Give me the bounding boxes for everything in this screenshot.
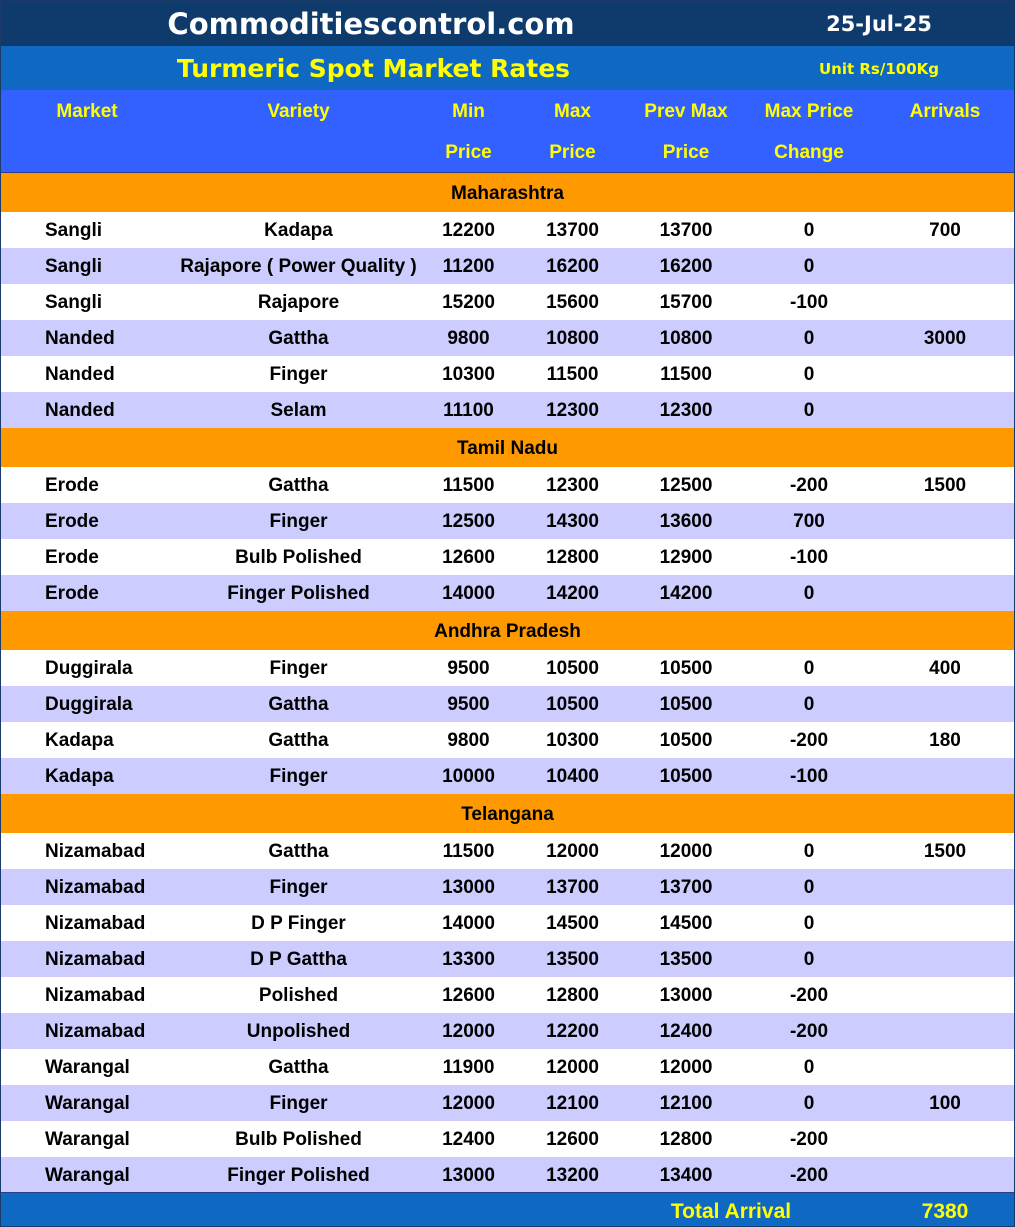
max-price-cell: 10500 bbox=[546, 694, 599, 715]
min-price-cell: 9800 bbox=[447, 328, 490, 349]
price-change-cell: 0 bbox=[803, 364, 815, 385]
variety-cell: Rajapore ( Power Quality ) bbox=[180, 256, 417, 277]
market-cell: Erode bbox=[45, 511, 99, 532]
arrivals-cell: 400 bbox=[929, 658, 961, 679]
market-cell: Nizamabad bbox=[45, 841, 146, 862]
variety-cell: Selam bbox=[270, 400, 327, 421]
min-price-cell: 12400 bbox=[442, 1129, 495, 1150]
min-price-cell: 12600 bbox=[442, 547, 495, 568]
min-price-cell: 11200 bbox=[442, 256, 495, 277]
table-header bbox=[1, 90, 1014, 173]
min-price-cell: 10000 bbox=[442, 766, 495, 787]
min-price-cell: 12500 bbox=[442, 511, 495, 532]
max-price-cell: 13700 bbox=[546, 877, 599, 898]
market-cell: Nizamabad bbox=[45, 985, 146, 1006]
max-price-cell: 14200 bbox=[546, 583, 599, 604]
table-row bbox=[1, 722, 1014, 758]
header-variety: Variety bbox=[267, 101, 330, 122]
variety-cell: Finger bbox=[269, 364, 328, 385]
prev-max-price-cell: 12800 bbox=[659, 1129, 713, 1150]
prev-max-price-cell: 10500 bbox=[659, 658, 713, 679]
table-row bbox=[1, 356, 1014, 392]
market-cell: Duggirala bbox=[45, 658, 133, 679]
min-price-cell: 14000 bbox=[442, 583, 495, 604]
variety-cell: Gattha bbox=[268, 730, 329, 751]
table-row bbox=[1, 758, 1014, 794]
price-change-cell: 0 bbox=[803, 220, 815, 241]
max-price-cell: 14500 bbox=[546, 913, 599, 934]
prev-max-price-cell: 13600 bbox=[659, 511, 713, 532]
variety-cell: Gattha bbox=[268, 841, 329, 862]
price-change-cell: -100 bbox=[789, 766, 829, 787]
max-price-cell: 12600 bbox=[546, 1129, 599, 1150]
table-row bbox=[1, 650, 1014, 686]
prev-max-price-cell: 10800 bbox=[659, 328, 713, 349]
min-price-cell: 11900 bbox=[442, 1057, 495, 1078]
region-header: Tamil Nadu bbox=[1, 428, 1014, 467]
min-price-cell: 11100 bbox=[443, 400, 494, 421]
prev-max-price-cell: 13400 bbox=[659, 1165, 713, 1186]
site-name: Commoditiescontrol.com bbox=[167, 7, 575, 41]
min-price-cell: 15200 bbox=[442, 292, 495, 313]
variety-cell: Kadapa bbox=[264, 220, 333, 241]
header-prev-max-price: Prev Max Price bbox=[644, 101, 728, 163]
table-row bbox=[1, 503, 1014, 539]
max-price-cell: 10400 bbox=[546, 766, 599, 787]
max-price-cell: 12200 bbox=[546, 1021, 599, 1042]
prev-max-price-cell: 12500 bbox=[659, 475, 713, 496]
variety-cell: Finger Polished bbox=[227, 1165, 370, 1186]
region-header: Maharashtra bbox=[1, 173, 1014, 212]
max-price-cell: 14300 bbox=[546, 511, 599, 532]
market-cell: Sangli bbox=[45, 256, 103, 277]
prev-max-price-cell: 10500 bbox=[659, 766, 713, 787]
arrivals-cell: 1500 bbox=[923, 475, 967, 496]
variety-cell: Finger Polished bbox=[227, 583, 370, 604]
market-cell: Warangal bbox=[45, 1093, 130, 1114]
prev-max-price-cell: 12000 bbox=[659, 841, 713, 862]
max-price-cell: 12300 bbox=[546, 400, 599, 421]
market-cell: Kadapa bbox=[45, 730, 114, 751]
market-cell: Erode bbox=[45, 583, 99, 604]
table-row bbox=[1, 1013, 1014, 1049]
table-row bbox=[1, 467, 1014, 503]
price-change-cell: 0 bbox=[803, 913, 815, 934]
max-price-cell: 13200 bbox=[546, 1165, 599, 1186]
price-change-cell: 0 bbox=[803, 583, 815, 604]
price-change-cell: 0 bbox=[803, 328, 815, 349]
arrivals-cell: 180 bbox=[929, 730, 961, 751]
prev-max-price-cell: 13500 bbox=[659, 949, 713, 970]
variety-cell: Rajapore bbox=[257, 292, 340, 313]
header-max-price-change: Max Price Change bbox=[764, 101, 854, 163]
variety-cell: Unpolished bbox=[246, 1021, 351, 1042]
header-market: Market bbox=[56, 101, 118, 122]
price-change-cell: -200 bbox=[789, 1021, 829, 1042]
min-price-cell: 14000 bbox=[442, 913, 495, 934]
total-arrival-value: 7380 bbox=[921, 1200, 969, 1223]
region-header: Andhra Pradesh bbox=[1, 611, 1014, 650]
min-price-cell: 9500 bbox=[447, 694, 490, 715]
min-price-cell: 13000 bbox=[442, 1165, 495, 1186]
region-header: Telangana bbox=[1, 794, 1014, 833]
prev-max-price-cell: 16200 bbox=[659, 256, 713, 277]
arrivals-cell: 1500 bbox=[923, 841, 967, 862]
max-price-cell: 12800 bbox=[546, 547, 599, 568]
variety-cell: D P Finger bbox=[251, 913, 346, 934]
price-change-cell: 0 bbox=[803, 841, 815, 862]
table-row bbox=[1, 248, 1014, 284]
table-row bbox=[1, 905, 1014, 941]
header-arrivals: Arrivals bbox=[909, 101, 981, 122]
min-price-cell: 12000 bbox=[442, 1021, 495, 1042]
price-change-cell: -100 bbox=[789, 292, 829, 313]
max-price-cell: 10800 bbox=[546, 328, 599, 349]
price-change-cell: -200 bbox=[789, 475, 829, 496]
total-arrival-label: Total Arrival bbox=[670, 1200, 792, 1223]
market-cell: Kadapa bbox=[45, 766, 114, 787]
prev-max-price-cell: 10500 bbox=[659, 730, 713, 751]
variety-cell: Polished bbox=[258, 985, 339, 1006]
market-cell: Nanded bbox=[45, 400, 115, 421]
price-change-cell: 0 bbox=[803, 658, 815, 679]
price-change-cell: -200 bbox=[789, 730, 829, 751]
table-row bbox=[1, 869, 1014, 905]
price-change-cell: 0 bbox=[803, 1093, 815, 1114]
variety-cell: D P Gattha bbox=[250, 949, 347, 970]
max-price-cell: 16200 bbox=[546, 256, 599, 277]
arrivals-cell: 100 bbox=[929, 1093, 961, 1114]
header-min-price: Min Price bbox=[445, 101, 492, 163]
variety-cell: Gattha bbox=[268, 694, 329, 715]
table-row bbox=[1, 1121, 1014, 1157]
price-change-cell: 700 bbox=[793, 511, 825, 532]
market-cell: Duggirala bbox=[45, 694, 133, 715]
max-price-cell: 10300 bbox=[546, 730, 599, 751]
prev-max-price-cell: 12900 bbox=[659, 547, 713, 568]
min-price-cell: 13300 bbox=[442, 949, 495, 970]
market-cell: Nanded bbox=[45, 364, 115, 385]
variety-cell: Gattha bbox=[268, 1057, 329, 1078]
price-change-cell: -200 bbox=[789, 1129, 829, 1150]
table-row bbox=[1, 212, 1014, 248]
variety-cell: Finger bbox=[269, 766, 328, 787]
table-row bbox=[1, 1085, 1014, 1121]
variety-cell: Gattha bbox=[268, 475, 329, 496]
max-price-cell: 13500 bbox=[546, 949, 599, 970]
max-price-cell: 15600 bbox=[546, 292, 599, 313]
prev-max-price-cell: 12100 bbox=[659, 1093, 713, 1114]
market-cell: Nanded bbox=[45, 328, 115, 349]
table-row bbox=[1, 392, 1014, 428]
price-change-cell: 0 bbox=[803, 400, 815, 421]
max-price-cell: 12800 bbox=[546, 985, 599, 1006]
arrivals-cell: 700 bbox=[929, 220, 961, 241]
page-title: Turmeric Spot Market Rates bbox=[176, 54, 571, 83]
variety-cell: Finger bbox=[269, 1093, 328, 1114]
max-price-cell: 12300 bbox=[546, 475, 599, 496]
market-cell: Nizamabad bbox=[45, 949, 146, 970]
table-row bbox=[1, 833, 1014, 869]
price-change-cell: 0 bbox=[803, 256, 815, 277]
market-cell: Sangli bbox=[45, 220, 103, 241]
price-change-cell: -100 bbox=[789, 547, 829, 568]
table-row bbox=[1, 575, 1014, 611]
min-price-cell: 12600 bbox=[442, 985, 495, 1006]
table-body bbox=[1, 173, 1014, 1193]
market-cell: Nizamabad bbox=[45, 1021, 146, 1042]
min-price-cell: 12200 bbox=[442, 220, 495, 241]
table-row bbox=[1, 977, 1014, 1013]
variety-cell: Finger bbox=[269, 511, 328, 532]
prev-max-price-cell: 13000 bbox=[659, 985, 713, 1006]
max-price-cell: 12100 bbox=[546, 1093, 599, 1114]
max-price-cell: 10500 bbox=[546, 658, 599, 679]
min-price-cell: 12000 bbox=[442, 1093, 495, 1114]
variety-cell: Finger bbox=[269, 658, 328, 679]
prev-max-price-cell: 10500 bbox=[659, 694, 713, 715]
variety-cell: Bulb Polished bbox=[235, 1129, 362, 1150]
arrivals-cell: 3000 bbox=[923, 328, 967, 349]
price-change-cell: 0 bbox=[803, 694, 815, 715]
report-date: 25-Jul-25 bbox=[826, 12, 932, 36]
prev-max-price-cell: 15700 bbox=[659, 292, 713, 313]
min-price-cell: 10300 bbox=[442, 364, 495, 385]
header-max-price: Max Price bbox=[549, 101, 596, 163]
site-header bbox=[1, 1, 1014, 46]
price-change-cell: -200 bbox=[789, 985, 829, 1006]
variety-cell: Finger bbox=[269, 877, 328, 898]
title-bar bbox=[1, 46, 1014, 90]
max-price-cell: 13700 bbox=[546, 220, 599, 241]
table-row bbox=[1, 539, 1014, 575]
table-row bbox=[1, 1157, 1014, 1193]
prev-max-price-cell: 13700 bbox=[659, 877, 713, 898]
market-cell: Warangal bbox=[45, 1165, 130, 1186]
table-row bbox=[1, 941, 1014, 977]
market-cell: Nizamabad bbox=[45, 877, 146, 898]
price-change-cell: 0 bbox=[803, 877, 815, 898]
unit-label: Unit Rs/100Kg bbox=[818, 60, 940, 78]
prev-max-price-cell: 13700 bbox=[659, 220, 713, 241]
prev-max-price-cell: 12000 bbox=[659, 1057, 713, 1078]
prev-max-price-cell: 11500 bbox=[660, 364, 712, 385]
min-price-cell: 9800 bbox=[447, 730, 490, 751]
table-row bbox=[1, 320, 1014, 356]
prev-max-price-cell: 14500 bbox=[659, 913, 713, 934]
prev-max-price-cell: 12300 bbox=[659, 400, 713, 421]
variety-cell: Bulb Polished bbox=[235, 547, 362, 568]
price-change-cell: -200 bbox=[789, 1165, 829, 1186]
min-price-cell: 9500 bbox=[447, 658, 490, 679]
table-footer bbox=[1, 1192, 1014, 1227]
variety-cell: Gattha bbox=[268, 328, 329, 349]
max-price-cell: 12000 bbox=[546, 841, 599, 862]
price-change-cell: 0 bbox=[803, 1057, 815, 1078]
market-cell: Erode bbox=[45, 475, 99, 496]
min-price-cell: 11500 bbox=[442, 841, 495, 862]
max-price-cell: 11500 bbox=[546, 364, 599, 385]
min-price-cell: 13000 bbox=[442, 877, 495, 898]
market-cell: Warangal bbox=[45, 1129, 130, 1150]
market-cell: Nizamabad bbox=[45, 913, 146, 934]
table-row bbox=[1, 1049, 1014, 1085]
market-cell: Erode bbox=[45, 547, 99, 568]
prev-max-price-cell: 12400 bbox=[659, 1021, 713, 1042]
market-cell: Warangal bbox=[45, 1057, 130, 1078]
table-row bbox=[1, 686, 1014, 722]
max-price-cell: 12000 bbox=[546, 1057, 599, 1078]
table-row bbox=[1, 284, 1014, 320]
min-price-cell: 11500 bbox=[442, 475, 495, 496]
price-change-cell: 0 bbox=[803, 949, 815, 970]
prev-max-price-cell: 14200 bbox=[659, 583, 713, 604]
market-cell: Sangli bbox=[45, 292, 103, 313]
